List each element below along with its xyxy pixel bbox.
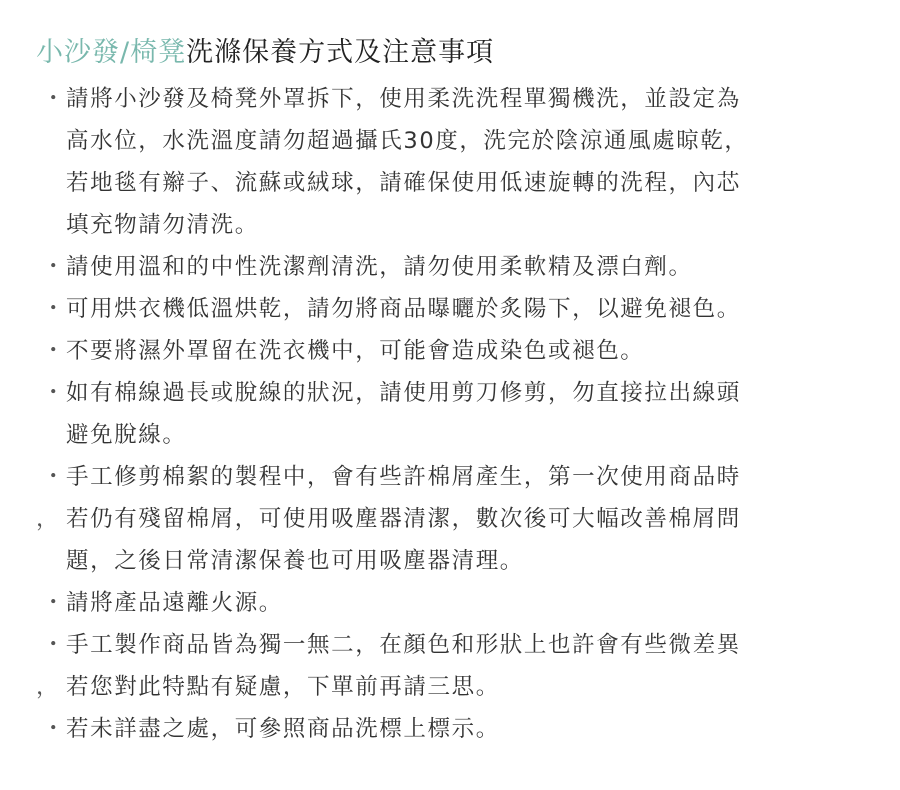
instruction-line: 不要將濕外罩留在洗衣機中，可能會造成染色或褪色。 [66,338,645,364]
care-instruction-item [36,708,866,750]
bullet-dot: ・ [42,632,67,658]
care-instruction-item [36,330,866,372]
continuation-comma: ， [36,506,61,532]
instruction-line: 可用烘衣機低溫烘乾，請勿將商品曝曬於炙陽下，以避免褪色。 [66,296,741,322]
bullet-dot: ・ [42,86,67,112]
care-instruction-item [36,78,866,246]
bullet-dot: ・ [42,716,67,742]
bullet-dot: ・ [42,464,67,490]
page-title [36,31,900,75]
instruction-line: 若您對此特點有疑慮，下單前再請三思。 [66,674,500,700]
bullet-dot: ・ [42,338,67,364]
title-product-name: 小沙發/椅凳 [36,37,187,68]
instruction-line: 若未詳盡之處，可參照商品洗標上標示。 [66,716,500,742]
continuation-comma: ， [36,674,61,700]
instruction-line: 如有棉線過長或脫線的狀況，請使用剪刀修剪，勿直接拉出線頭 [66,380,741,406]
bullet-dot: ・ [42,254,67,280]
bullet-dot: ・ [42,590,67,616]
instruction-line: 請將產品遠離火源。 [66,590,283,616]
instruction-line: 填充物請勿清洗。 [66,212,259,238]
instruction-line: 若地毯有辮子、流蘇或絨球，請確保使用低速旋轉的洗程，內芯 [66,170,741,196]
instruction-line: 手工修剪棉絮的製程中，會有些許棉屑產生，第一次使用商品時 [66,464,741,490]
bullet-dot: ・ [42,296,67,322]
care-instruction-item [36,624,866,708]
instruction-line: 請使用溫和的中性洗潔劑清洗，請勿使用柔軟精及漂白劑。 [66,254,693,280]
care-instruction-item [36,372,866,456]
instruction-line: 避免脫線。 [66,422,187,448]
care-instruction-item [36,288,866,330]
instruction-line: 請將小沙發及椅凳外罩拆下，使用柔洗洗程單獨機洗，並設定為 [66,86,741,112]
care-instruction-item [36,246,866,288]
instruction-line: 題，之後日常清潔保養也可用吸塵器清理。 [66,548,524,574]
care-instruction-item [36,456,866,582]
instruction-line: 手工製作商品皆為獨一無二，在顏色和形狀上也許會有些微差異 [66,632,741,658]
care-instruction-item [36,582,866,624]
care-instructions-list [36,78,900,750]
instruction-line: 若仍有殘留棉屑，可使用吸塵器清潔，數次後可大幅改善棉屑問 [66,506,741,532]
bullet-dot: ・ [42,380,67,406]
title-subject: 洗滌保養方式及注意事項 [186,37,495,68]
instruction-line: 高水位，水洗溫度請勿超過攝氏30度，洗完於陰涼通風處晾乾， [66,128,749,154]
